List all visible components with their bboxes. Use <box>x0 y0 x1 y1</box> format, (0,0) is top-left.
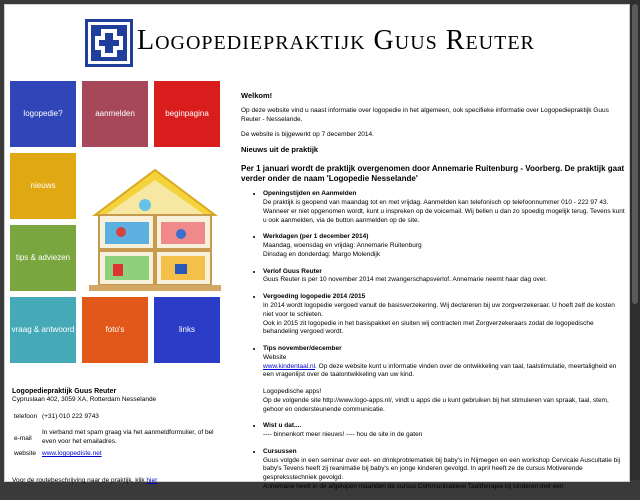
apps-title: Logopedische apps! <box>263 388 322 396</box>
list-item <box>263 190 627 225</box>
item-text: Maandag, woensdag en vrijdag: Annemarie Ruitenburg Dinsdag en donderdag: Margo Molendijk <box>263 242 422 258</box>
updated-text: De website is bijgewerkt op 7 december 2014. <box>241 130 374 138</box>
apps-text: Op de volgende site http://www.logo-apps.nl/, vindt u apps die u kunt gebruiken bij het stimuleren van spraak, taal, stem, gehoor en ondersteunende communicatie. <box>263 396 609 413</box>
list-item <box>263 268 627 286</box>
list-item <box>263 345 627 414</box>
kindentaal-link[interactable]: www.kindentaal.nl <box>263 362 316 370</box>
tile-vraag-antwoord[interactable]: vraag & antwoord <box>9 296 77 364</box>
site-header <box>85 19 565 73</box>
item-text: Guus Reuter is per 10 november 2014 met zwangerschapsverlof. Annemarie neemt haar dag over. <box>263 276 547 284</box>
tile-logopedie[interactable]: logopedie? <box>9 80 77 148</box>
route-link[interactable]: hier <box>146 477 158 485</box>
tips-website-label: Website <box>263 353 287 361</box>
wist-title: • Wist u dat.... <box>263 422 302 430</box>
item-title: • Vergoeding logopedie 2014 /2015 <box>263 293 366 301</box>
address: Cypruslaan 402, 3059 XA, Rotterdam Nesselande <box>12 396 157 404</box>
wist-text: ---- binnenkort meer nieuws! ---- hou de site in de gaten <box>263 431 423 439</box>
tile-beginpagina[interactable]: beginpagina <box>153 80 221 148</box>
headline: Per 1 januari wordt de praktijk overgenomen door Annemarie Ruitenburg - Voorberg. De praktijk gaat verder onder de naam 'Logopedie Nesselande' <box>241 163 625 183</box>
website-link[interactable]: www.logopediste.net <box>42 450 102 458</box>
phone-label: telefoon <box>14 413 38 421</box>
item-title: • Werkdagen (per 1 december 2014) <box>263 233 369 241</box>
tile-tips-adviezen[interactable]: tips & adviezen <box>9 224 77 292</box>
cursussen-text: Guus volgde in een seminar over eet- en drinkproblematiek bij baby's in Nijmegen en een workshop Cervicale Auscultatie bij baby's Tevens heeft zij reanimatie bij baby's en jonge kinderen gevolgd. In april heeft ze de cursus Motiverende gespreksstechniek gevolgd. Annemarie heeft in de afgelopen maanden de cursus Communicatieve Taaltherapie bij kinderen met een <box>263 456 621 490</box>
list-item <box>263 422 627 440</box>
tile-links[interactable]: links <box>153 296 221 364</box>
intro-text: Op deze website vind u naast informatie over logopedie in het algemeen, ook specifieke informatie over Logopediepraktijk Guus Reuter - Nesselande. <box>241 107 609 123</box>
tile-nieuws[interactable]: nieuws <box>9 152 77 220</box>
website-label: website <box>14 450 37 458</box>
phone-value: (+31) 010 222 9743 <box>42 413 99 421</box>
route-text: Voor de routebeschrijving naar de praktijk, klik <box>12 477 145 485</box>
item-text: De praktijk is geopend van maandag tot en met vrijdag. Aanmelden kan telefonisch op telefoonnummer 010 - 222 97 43. Wanneer er niet opgenomen wordt, kunt u inspreken op de voicemail. Wij bellen u dan zo spoedig mogelijk terug. Tevens kunt u ook aanmelden, via de button aanmelden op de site. <box>263 199 625 224</box>
dollhouse-image <box>85 160 225 295</box>
tile-aanmelden[interactable]: aanmelden <box>81 80 149 148</box>
logo-icon <box>85 19 133 67</box>
email-note: In verband met spam graag via het aanmeldformulier, of bel even voor het emailadres. <box>42 429 214 445</box>
item-title: • Verlof Guus Reuter <box>263 267 322 275</box>
item-title: • Openingstijden en Aanmelden <box>263 190 357 198</box>
cursussen-title: • Cursussen <box>263 447 297 455</box>
site-title: Logopediepraktijk Guus Reuter <box>137 25 535 56</box>
contact-block <box>12 387 227 486</box>
email-label: e-mail <box>14 435 32 443</box>
list-item <box>263 448 627 492</box>
practice-name: Logopediepraktijk Guus Reuter <box>12 388 117 395</box>
list-item <box>263 293 627 337</box>
list-item <box>263 233 627 259</box>
tips-link-text: . Op deze website kunt u informatie vinden over de ontwikkeling van taal, taalstimulatie, meertaligheid en een vragenlijst over de taalontwikkeling van uw kind. <box>263 362 617 379</box>
web-page <box>4 4 630 490</box>
news-heading: Nieuws uit de praktijk <box>241 145 319 155</box>
news-list <box>241 190 627 491</box>
welcome-heading: Welkom! <box>241 91 273 100</box>
item-text: In 2014 wordt logopedie vergoed vanuit de basisverzekering. Wij declareren bij uw zorgverzekeraar. U hoeft zelf de kosten niet voor te schieten. Ook in 2015 zit logopedie in het basispakket en sluiten wij contracten met Zorgverzekeraars zodat de logopedische behandeling vergoed wordt. <box>263 301 615 336</box>
tips-title: • Tips november/december <box>263 345 342 353</box>
tile-fotos[interactable]: foto's <box>81 296 149 364</box>
main-content <box>241 91 627 500</box>
scrollbar-thumb[interactable] <box>632 4 638 304</box>
